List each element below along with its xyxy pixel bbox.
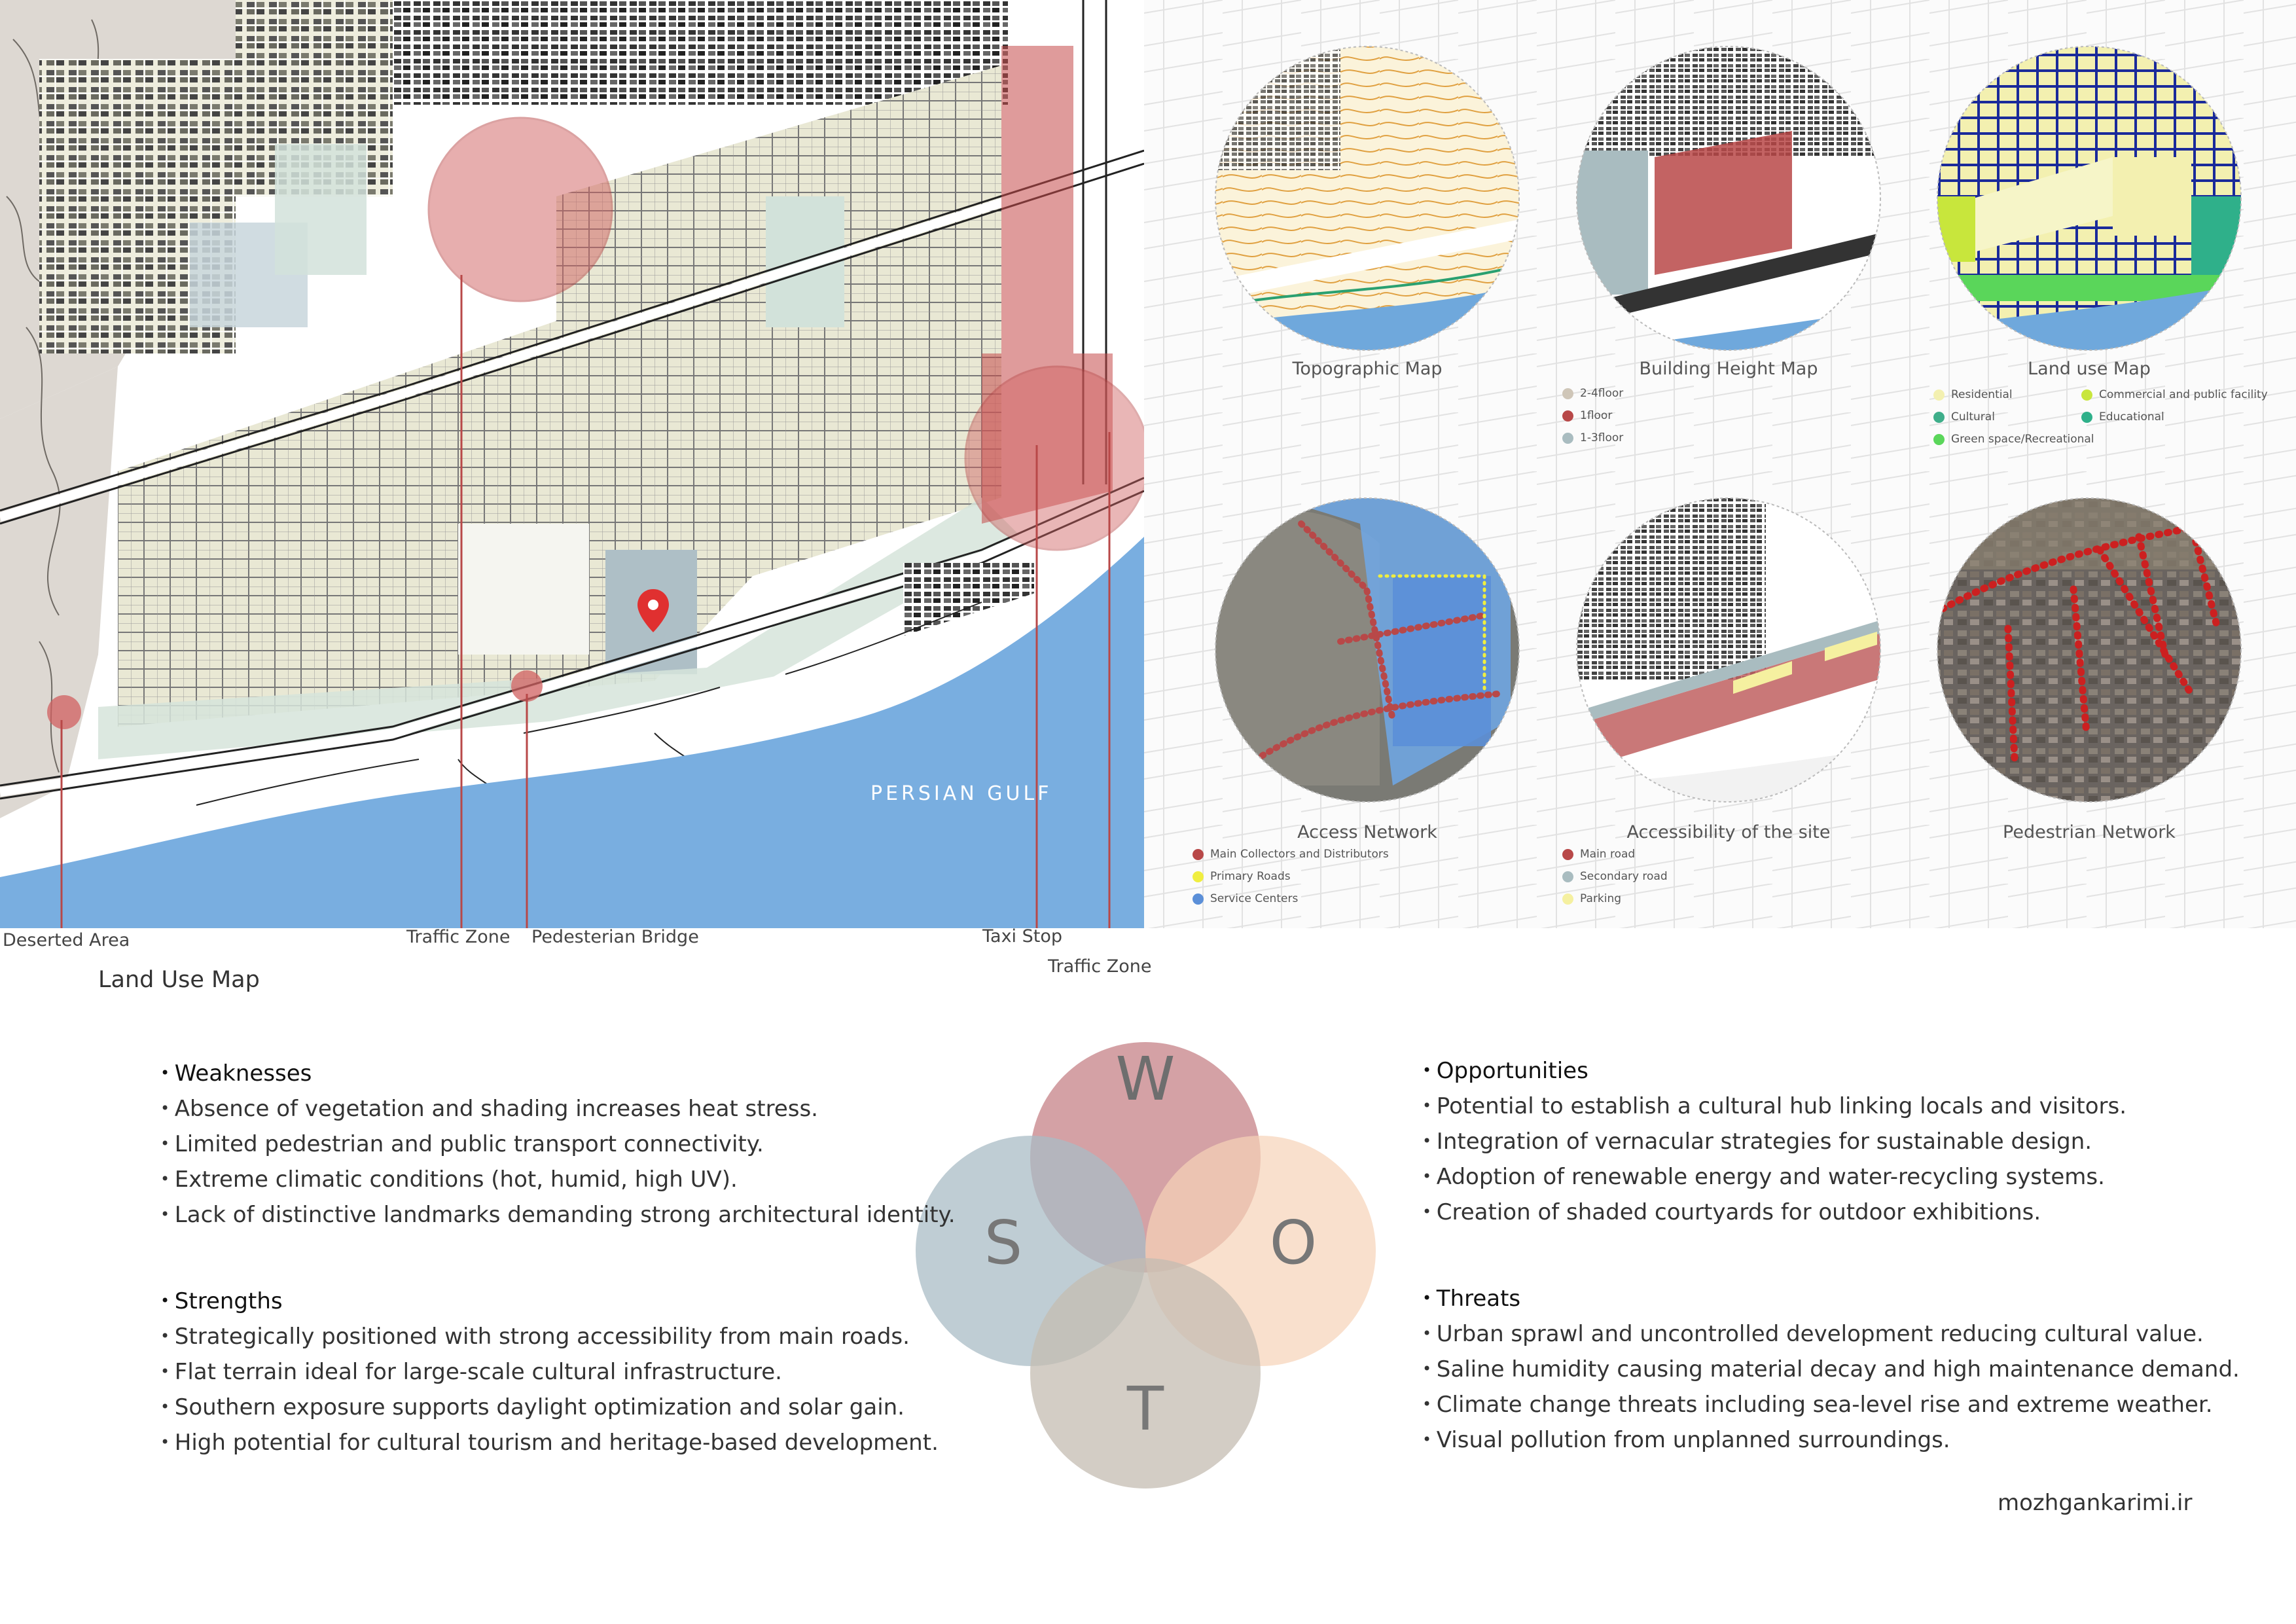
threat-item: • Urban sprawl and uncontrolled development reducing cultural value. (1422, 1318, 2240, 1353)
callout-traffic-zone: Traffic Zone (406, 927, 511, 947)
swot-letter-t: T (1126, 1374, 1164, 1444)
strengths-list (160, 1285, 939, 1462)
opportunity-item: • Integration of vernacular strategies for sustainable design. (1422, 1125, 2126, 1161)
swot-venn-diagram (903, 1034, 1388, 1532)
legend-swatch (1562, 893, 1573, 905)
legend-swatch (1933, 434, 1945, 445)
building-height-map-title: Building Height Map (1639, 359, 1818, 379)
threats-heading: • Threats (1422, 1282, 2240, 1318)
legend-swatch (1193, 871, 1204, 882)
legend-item: Parking (1562, 892, 1621, 905)
legend-item: 1-3floor (1562, 431, 1623, 444)
opportunity-item: • Potential to establish a cultural hub linking locals and visitors. (1422, 1090, 2126, 1125)
legend-item: Commercial and public facility (2081, 388, 2268, 401)
access-network-map-title: Access Network (1297, 822, 1437, 842)
legend-swatch (1562, 388, 1573, 399)
strengths-heading: • Strengths (160, 1285, 939, 1320)
legend-item: Cultural (1933, 410, 1995, 424)
legend-swatch (1193, 893, 1204, 905)
legend-item: Main Collectors and Distributors (1193, 848, 1389, 861)
legend-item: 1floor (1562, 409, 1612, 422)
legend-item: 2-4floor (1562, 387, 1623, 400)
strength-item: • Flat terrain ideal for large-scale cultural infrastructure. (160, 1356, 939, 1391)
threat-item: • Saline humidity causing material decay and high maintenance demand. (1422, 1353, 2240, 1388)
legend-swatch (1193, 849, 1204, 860)
opportunity-item: • Creation of shaded courtyards for outdoor exhibitions. (1422, 1196, 2126, 1231)
land-use-site-map (0, 0, 1144, 928)
weakness-item: • Lack of distinctive landmarks demanding strong architectural identity. (160, 1199, 956, 1234)
legend-swatch (1562, 410, 1573, 422)
weakness-item: • Limited pedestrian and public transport connectivity. (160, 1128, 956, 1163)
weaknesses-list (160, 1057, 956, 1234)
accessibility-map-title: Accessibility of the site (1626, 822, 1831, 842)
swot-letter-w: W (1115, 1044, 1175, 1114)
website-credit: mozhgankarimi.ir (1998, 1490, 2193, 1516)
callout-traffic-zone-east: Traffic Zone (1048, 956, 1152, 977)
weaknesses-heading: • Weaknesses (160, 1057, 956, 1092)
weakness-item: • Extreme climatic conditions (hot, humid, high UV). (160, 1163, 956, 1199)
analysis-maps-panel (1144, 0, 2296, 928)
legend-item: Green space/Recreational (1933, 433, 2094, 446)
opportunities-list (1422, 1055, 2126, 1231)
swot-letter-o: O (1269, 1208, 1318, 1278)
callout-taxi-stop: Taxi Stop (982, 926, 1063, 947)
land-use-map-title: Land Use Map (98, 967, 260, 993)
threats-list (1422, 1282, 2240, 1459)
legend-item: Educational (2081, 410, 2164, 424)
opportunities-heading: • Opportunities (1422, 1055, 2126, 1090)
strength-item: • High potential for cultural tourism and heritage-based development. (160, 1426, 939, 1462)
pedestrian-network-map-title: Pedestrian Network (2003, 822, 2176, 842)
legend-swatch (1562, 871, 1573, 882)
opportunity-item: • Adoption of renewable energy and water-recycling systems. (1422, 1161, 2126, 1196)
strength-item: • Strategically positioned with strong accessibility from main roads. (160, 1320, 939, 1356)
legend-item: Secondary road (1562, 870, 1668, 883)
swot-circle-threats (1030, 1258, 1261, 1489)
legend-swatch (1562, 433, 1573, 444)
persian-gulf-label: PERSIAN GULF (870, 782, 1052, 805)
land-use-analysis-map-title: Land use Map (2028, 359, 2151, 379)
callout-deserted-area: Deserted Area (3, 930, 130, 950)
weakness-item: • Absence of vegetation and shading increases heat stress. (160, 1092, 956, 1128)
strength-item: • Southern exposure supports daylight optimization and solar gain. (160, 1391, 939, 1426)
legend-item: Primary Roads (1193, 870, 1291, 883)
legend-swatch (1933, 412, 1945, 423)
threat-item: • Climate change threats including sea-level rise and extreme weather. (1422, 1388, 2240, 1424)
legend-swatch (1562, 849, 1573, 860)
legend-item: Main road (1562, 848, 1635, 861)
topographic-map-title: Topographic Map (1292, 359, 1443, 379)
threat-item: • Visual pollution from unplanned surroundings. (1422, 1424, 2240, 1459)
legend-swatch (1933, 389, 1945, 401)
legend-swatch (2081, 389, 2092, 401)
swot-letter-s: S (984, 1208, 1023, 1278)
legend-swatch (2081, 412, 2092, 423)
legend-item: Service Centers (1193, 892, 1298, 905)
legend-item: Residential (1933, 388, 2013, 401)
callout-pedestrian-bridge: Pedesterian Bridge (531, 927, 699, 947)
